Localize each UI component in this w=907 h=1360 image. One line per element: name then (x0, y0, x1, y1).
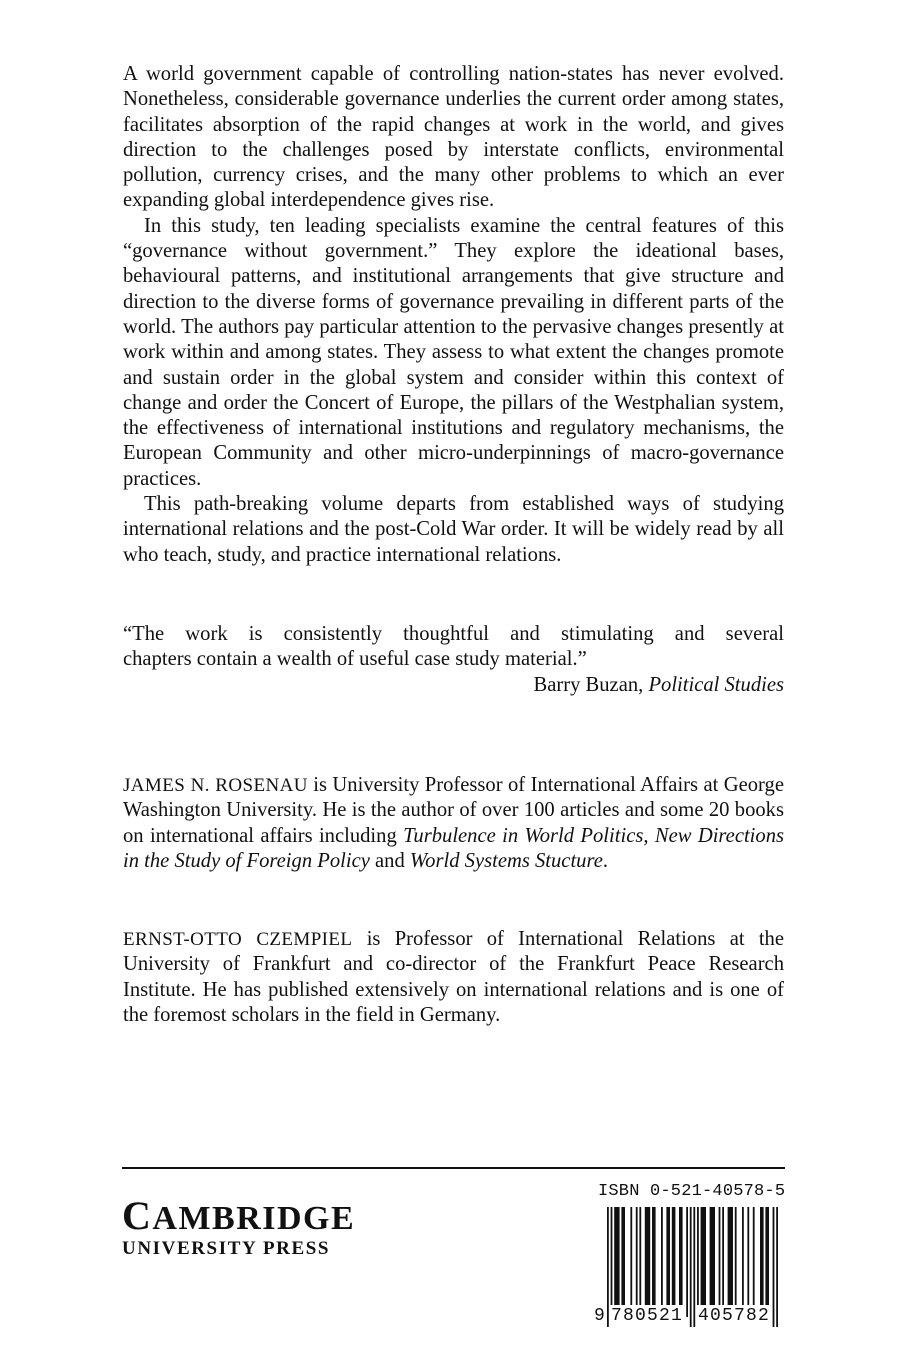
barcode-bar (645, 1207, 650, 1317)
publisher-logo: CAMBRIDGE UNIVERSITY PRESS (122, 1193, 356, 1259)
book-title: New Directions in the Study of Foreign Policy (123, 824, 785, 872)
blurb (123, 62, 784, 568)
quote-attribution (123, 673, 784, 698)
barcode-bar (636, 1207, 638, 1317)
blurb-paragraph-2: In this study, ten leading specialists examine the central features of this “governance without government.” They explore the ideational bases, behavioural patterns, and institutional arrangements that give structure and direction to the diverse forms of governance prevailing in different parts of the world. The authors pay particular attention to the pervasive changes presently at work within and among states. They assess to what extent the changes promote and sustain order in the global system and consider within this context of change and order the Concert of Europe, the pillars of the Westphalian system, the effectiveness of international institutions and regulatory mechanisms, the European Community and other micro-underpinnings of macro-governance practices. (123, 214, 784, 490)
barcode-bar (728, 1207, 733, 1317)
barcode-number: 9 780521 405782 (594, 1306, 771, 1326)
blurb-paragraph-3: This path-breaking volume departs from established ways of studying international relations and the post-Cold War order. It will be widely read by all who teach, study, and practice international relations. (123, 493, 784, 566)
barcode-bar (614, 1207, 619, 1317)
barcode-bar (639, 1207, 641, 1317)
quote-author: Barry Buzan, (533, 673, 644, 696)
quote-source: Political Studies (648, 673, 784, 696)
barcode-bar (710, 1207, 715, 1317)
barcode-bar (742, 1207, 744, 1317)
barcode-bar (701, 1207, 706, 1317)
isbn-label: ISBN 0-521-40578-5 (598, 1182, 786, 1201)
quote-line-2: chapters contain a wealth of useful case study material.” (123, 648, 587, 671)
barcode-bar (735, 1207, 737, 1317)
barcode-bar (679, 1207, 683, 1317)
quote-line-1: “The work is consistently thoughtful and stimulating and several (123, 623, 784, 645)
review-quote (123, 622, 784, 698)
barcode-bar (652, 1207, 656, 1317)
author-bio-rosenau: JAMES N. ROSENAU is University Professor of International Affairs at George Washington University. He is the author of over 100 articles and some 20 books on international affairs including Turbulence in World Politics, New Directions in the Study of Foreign Policy and World Systems Stucture. (123, 774, 785, 872)
book-title: World Systems Stucture (409, 849, 603, 872)
barcode-bar (630, 1207, 632, 1317)
author-name: ERNST-OTTO CZEMPIEL (123, 929, 353, 950)
barcode-bar (672, 1207, 676, 1317)
footer-divider (122, 1167, 785, 1169)
barcode-bar (719, 1207, 721, 1317)
barcode-bar (747, 1207, 749, 1317)
author-bio-czempiel: ERNST-OTTO CZEMPIEL is Professor of International Relations at the University of Frankfurt and co-director of the Frankfurt Peace Research Institute. He has published extensively on international relations and is one of the foremost scholars in the field in Germany. (123, 928, 784, 1026)
barcode-bar (686, 1207, 688, 1317)
barcode-bar (661, 1207, 663, 1317)
author-name: JAMES N. ROSENAU (123, 775, 308, 796)
blurb-paragraph-1: A world government capable of controlling nation-states has never evolved. Nonetheless, considerable governance underlies the current order among states, facilitates absorption of the rapid changes at work in the world, and gives direction to the challenges posed by interstate conflicts, environmental pollution, currency crises, and the many other problems to which an ever expanding global interdependence gives rise. (123, 63, 784, 212)
barcode-bar (753, 1207, 755, 1317)
barcode-bar (722, 1207, 724, 1317)
book-title: Turbulence in World Politics (403, 824, 644, 847)
barcode-bar (621, 1207, 625, 1317)
barcode-bar (666, 1207, 670, 1317)
barcode-bar (697, 1207, 699, 1317)
barcode-bar (760, 1207, 764, 1317)
barcode (594, 1207, 788, 1331)
barcode-bar (765, 1207, 769, 1317)
